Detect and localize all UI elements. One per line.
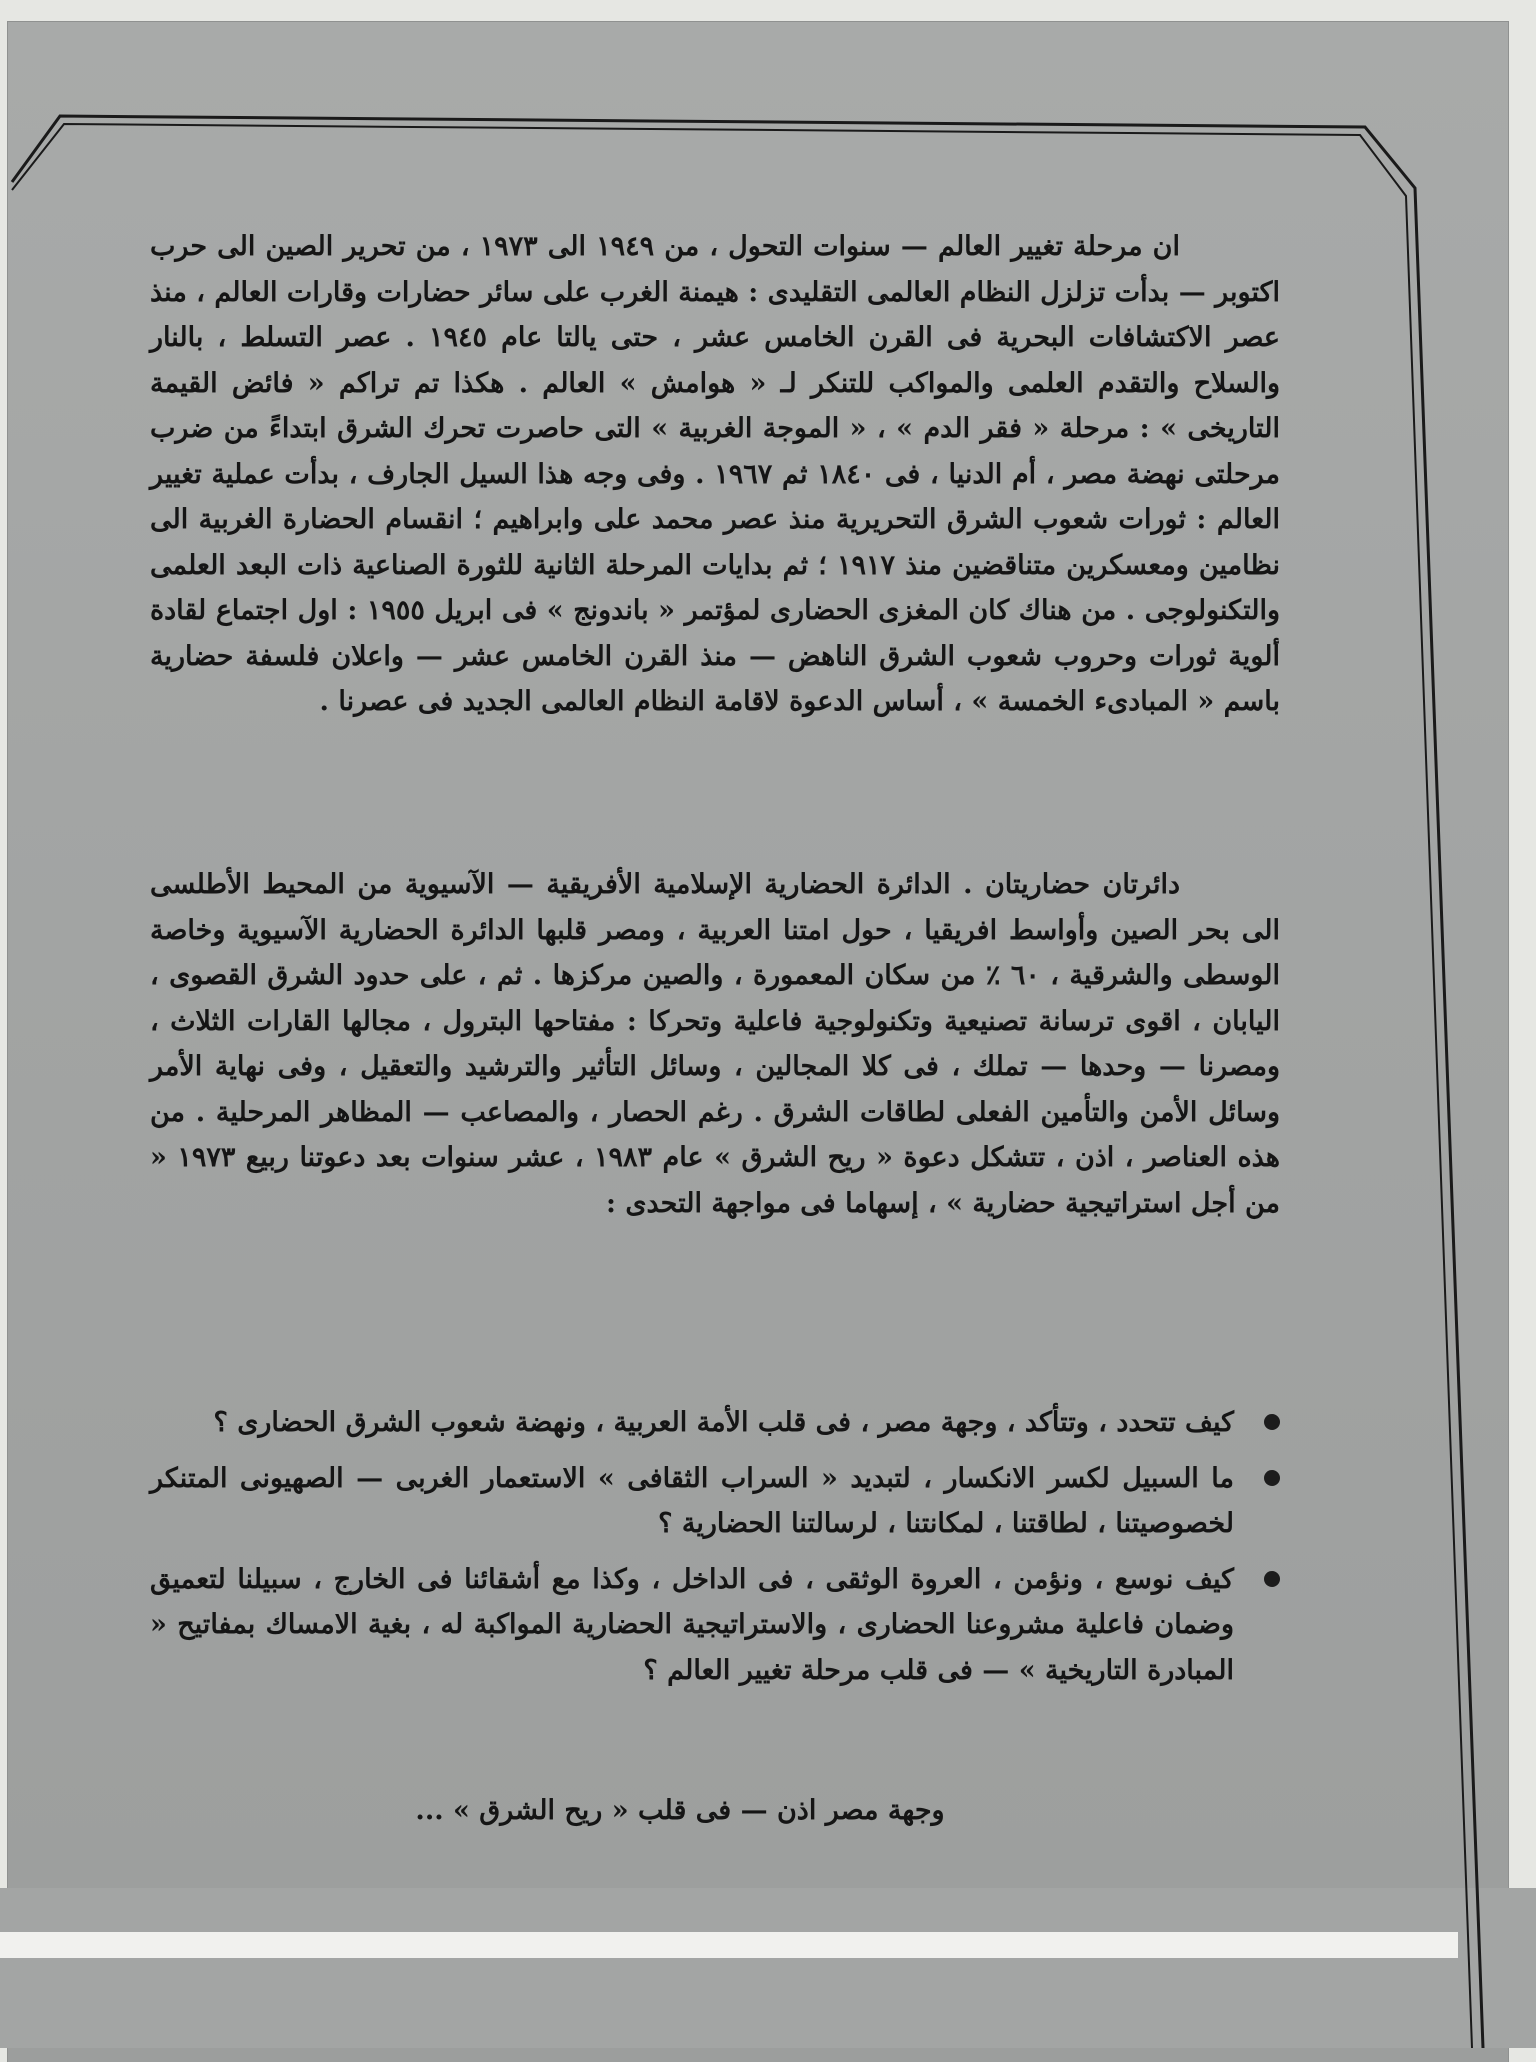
paragraph-text: ان مرحلة تغيير العالم — سنوات التحول ، من ١٩٤٩ الى ١٩٧٣ ، من تحرير الصين الى حرب اكتوبر — بدأت تزلزل النظام العالمى التقليدى : هيمنة الغرب على سائر حضارات وقارات العالم ، منذ عصر الاكتشافات البحرية فى القرن الخامس عشر ، حتى يالتا عام ١٩٤٥ . عصر التسلط ، بالنار والسلاح والتقدم العلمى والمواكب للتنكر لـ « هوامش » العالم . هكذا تم تراكم « فائض القيمة التاريخى » : مرحلة « فقر الدم » ، « الموجة الغربية » التى حاصرت تحرك الشرق ابتداءً من ضرب مرحلتى نهضة مصر ، أم الدنيا ، فى ١٨٤٠ ثم ١٩٦٧ . وفى وجه هذا السيل الجارف ، بدأت عملية تغيير العالم : ثورات شعوب الشرق التحريرية منذ عصر محمد على وابراهيم ؛ انقسام الحضارة الغربية الى نظامين ومعسكرين متناقضين منذ ١٩١٧ ؛ ثم بدايات المرحلة الثانية للثورة الصناعية ذات البعد العلمى والتكنولوجى . من هناك كان المغزى الحضارى لمؤتمر « باندونج » فى ابريل ١٩٥٥ : اول اجتماع لقادة ألوية ثورات وحروب شعوب الشرق الناهض — منذ القرن الخامس عشر — واعلان فلسفة حضارية باسم « المبادىء الخمسة » ، أساس الدعوة لاقامة النظام العالمى الجديد فى عصرنا . bbox=[150, 231, 1281, 717]
question-list bbox=[150, 1400, 1280, 1703]
list-item bbox=[150, 1456, 1280, 1547]
paragraph-text: دائرتان حضاريتان . الدائرة الحضارية الإسلامية الأفريقية — الآسيوية من المحيط الأطلسى الى بحر الصين وأواسط افريقيا ، حول امتنا العربية ، ومصر قلبها الدائرة الحضارية الآسيوية وخاصة الوسطى والشرقية ، ٦٠ ٪ من سكان المعمورة ، والصين مركزها . ثم ، على حدود الشرق القصوى ، اليابان ، اقوى ترسانة تصنيعية وتكنولوجية فاعلية وتحركا : مفتاحها البترول ، مجالها القارات الثلاث ، ومصرنا — وحدها — تملك ، فى كلا المجالين ، وسائل التأثير والترشيد والتعقيل ، وفى نهاية الأمر وسائل الأمن والتأمين الفعلى لطاقات الشرق . رغم الحصار ، والمصاعب — المظاهر المرحلية . من هذه العناصر ، اذن ، تتشكل دعوة « ريح الشرق » عام ١٩٨٣ ، عشر سنوات بعد دعوتنا ربيع ١٩٧٣ « من أجل استراتيجية حضارية » ، إسهاما فى مواجهة التحدى : bbox=[150, 869, 1281, 1219]
second-paragraph bbox=[150, 862, 1280, 1226]
list-item bbox=[150, 1400, 1280, 1446]
list-item-text: كيف تتحدد ، وتتأكد ، وجهة مصر ، فى قلب الأمة العربية ، ونهضة شعوب الشرق الحضارى ؟ bbox=[213, 1407, 1234, 1438]
list-item-text: ما السبيل لكسر الانكسار ، لتبديد « السراب الثقافى » الاستعمار الغربى — الصهيونى المتنكر لخصوصيتنا ، لطاقتنا ، لمكانتنا ، لرسالتنا الحضارية ؟ bbox=[150, 1462, 1234, 1539]
bullet-icon bbox=[1264, 1470, 1280, 1486]
list-item-text: كيف نوسع ، ونؤمن ، العروة الوثقى ، فى الداخل ، وكذا مع أشقائنا فى الخارج ، سبيلنا لتعميق وضمان فاعلية مشروعنا الحضارى ، والاستراتيجية الحضارية المواكبة له ، بغية الامساك بمفاتيح « المبادرة التاريخية » — فى قلب مرحلة تغيير العالم ؟ bbox=[150, 1563, 1235, 1686]
page-edge-shadow bbox=[0, 1888, 1536, 2048]
closing-line: وجهة مصر اذن — فى قلب « ريح الشرق » ... bbox=[415, 1795, 945, 1826]
intro-paragraph bbox=[150, 224, 1280, 725]
page-edge-strip bbox=[0, 1932, 1458, 1958]
bullet-icon bbox=[1264, 1571, 1280, 1587]
list-item bbox=[150, 1557, 1280, 1694]
bullet-icon bbox=[1264, 1414, 1280, 1430]
